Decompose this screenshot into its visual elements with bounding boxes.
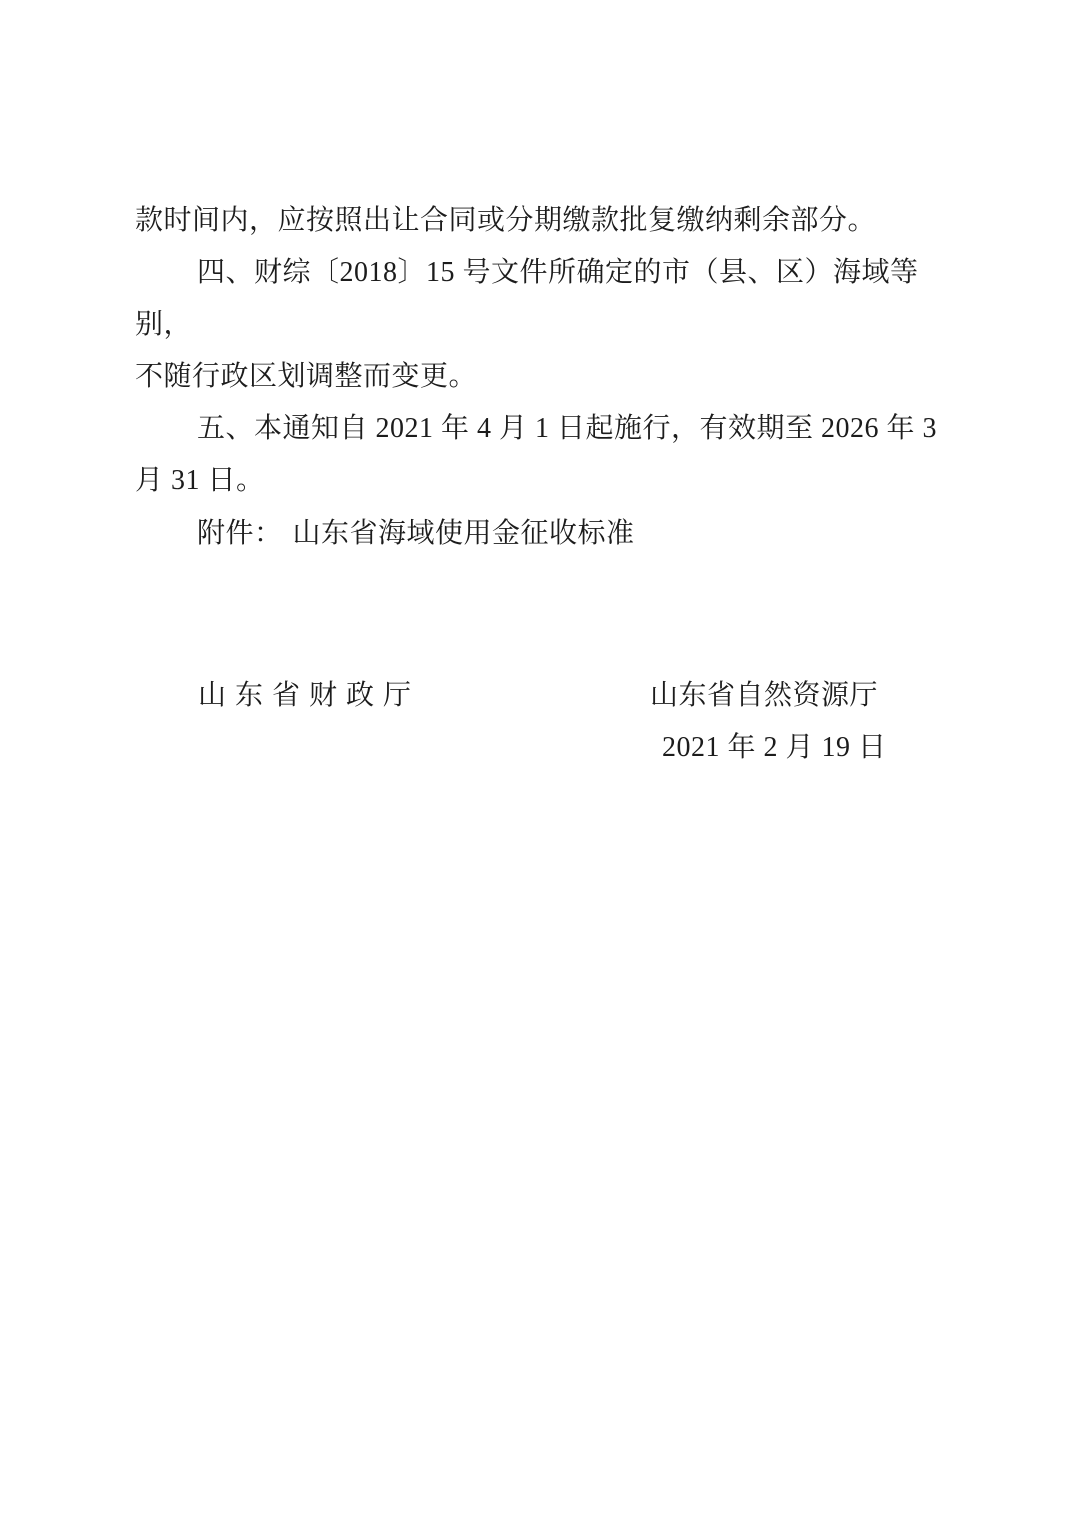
body-line-item-five: 五、本通知自 2021 年 4 月 1 日起施行，有效期至 2026 年 3	[197, 413, 938, 444]
attachment-label: 附件：	[197, 518, 283, 549]
body-line-continuation: 不随行政区划调整而变更。	[135, 361, 478, 392]
signature-date: 2021 年 2 月 19 日	[662, 732, 887, 763]
body-line-continuation: 款时间内，应按照出让合同或分期缴款批复缴纳剩余部分。	[135, 205, 877, 236]
signature-left-org: 山 东 省 财 政 厅	[198, 680, 413, 711]
attachment-line	[197, 508, 635, 560]
body-line-continuation: 月 31 日。	[135, 465, 265, 496]
signature-right-org: 山东省自然资源厅	[650, 680, 879, 711]
attachment-title: 山东省海域使用金征收标准	[292, 518, 635, 549]
body-line-item-four: 四、财综〔2018〕15 号文件所确定的市（县、区）海域等别，	[135, 257, 919, 340]
document-body	[135, 195, 953, 507]
